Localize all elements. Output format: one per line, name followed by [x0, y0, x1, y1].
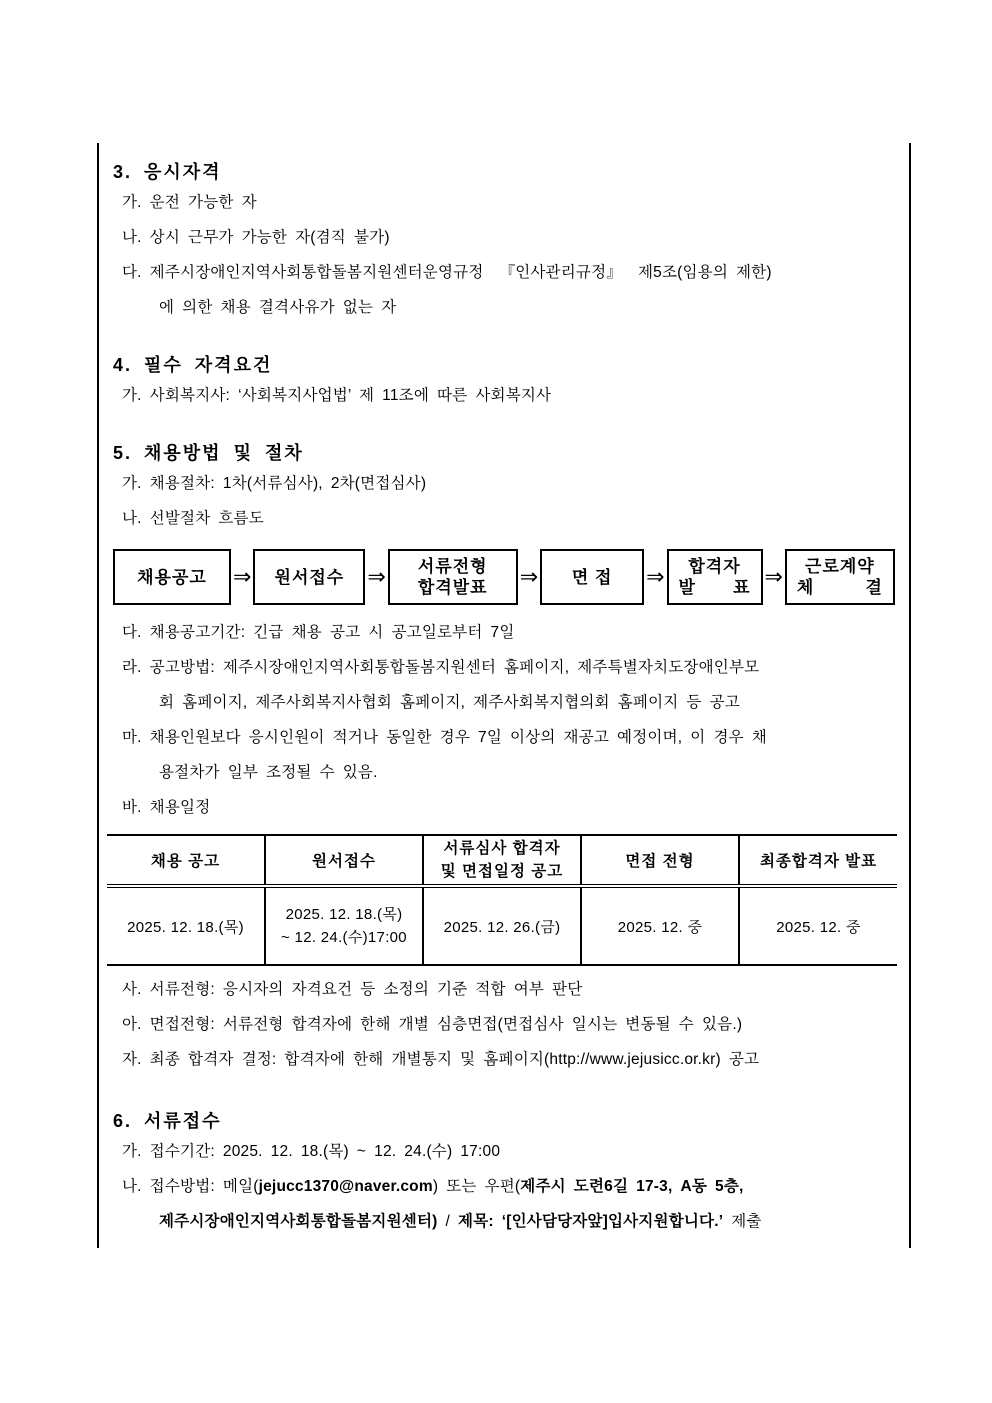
section-6-title: 6. 서류접수: [113, 1111, 222, 1131]
flow-step-labor-contract: [785, 549, 895, 605]
schedule-header-row: [107, 835, 897, 886]
s5-item-posting-method-line1: 라. 공고방법: 제주시장애인지역사회통합돌봄지원센터 홈페이지, 제주특별자치도장애인부모: [122, 659, 760, 676]
submission-email: jejucc1370@naver.com: [258, 1178, 433, 1195]
s5-item-flow-label: 나. 선발절차 흐름도: [122, 510, 264, 527]
method-prefix: 나. 접수방법: 메일(: [122, 1178, 259, 1195]
section-3-title: 3. 응시자격: [113, 162, 222, 182]
flow-arrow-icon: ⇒: [519, 564, 539, 589]
selection-process-flowchart: [113, 549, 895, 605]
s5-item-final-decision: 자. 최종 합격자 결정: 합격자에 한해 개별통지 및 홈페이지(http://www.jejusicc.or.kr) 공고: [122, 1051, 760, 1068]
flow-step-pass-announcement: [667, 549, 763, 605]
s5-item-posting-method-line2: 회 홈페이지, 제주사회복지사협회 홈페이지, 제주사회복지협의회 홈페이지 등 공고: [159, 694, 740, 711]
s5-item-interview: 아. 면접전형: 서류전형 합격자에 한해 개별 심층면접(면접심사 일시는 변동될 수 있음.): [122, 1016, 743, 1033]
s6-item-method-line1: [113, 1169, 895, 1204]
cell-interview-date: 2025. 12. 중: [581, 886, 739, 965]
section-eligibility: [113, 159, 895, 325]
flow-step-label: 서류전형: [417, 557, 488, 576]
flow-step-label: 발 표: [678, 578, 751, 597]
submission-address: 제주시 도련6길 17-3, A동 5층,: [520, 1178, 744, 1195]
s5-item-procedure: 가. 채용절차: 1차(서류심사), 2차(면접심사): [122, 475, 427, 492]
s5-item-repost-line1: 마. 채용인원보다 응시인원이 적거나 동일한 경우 7일 이상의 재공고 예정이며, 이 경우 채: [122, 729, 767, 746]
flow-step-label: 합격발표: [417, 578, 488, 597]
s4-item-social-worker: 가. 사회복지사: ‘사회복지사업법’ 제 11조에 따른 사회복지사: [122, 387, 552, 404]
section-5-title: 5. 채용방법 및 절차: [113, 443, 304, 463]
submission-center-name: 제주시장애인지역사회통합돌봄지원센터): [159, 1213, 438, 1230]
header-application: 원서접수: [265, 835, 423, 886]
flow-step-label: 체 결: [796, 578, 883, 597]
flow-step-job-posting: [113, 549, 231, 605]
flow-step-label: 원서접수: [274, 567, 345, 587]
cell-application-period: [265, 886, 423, 965]
header-job-posting: 채용 공고: [107, 835, 265, 886]
schedule-data-row: [107, 886, 897, 965]
flow-step-application: [253, 549, 365, 605]
flow-step-label: 근로계약: [805, 557, 875, 576]
s3-item-regulation-line2: 에 의한 채용 결격사유가 없는 자: [159, 299, 397, 316]
method-mid: ) 또는 우편(: [432, 1178, 521, 1195]
s5-item-screening: 사. 서류전형: 응시자의 자격요건 등 소정의 기준 적합 여부 판단: [122, 981, 583, 998]
s6-item-method-line2: [113, 1204, 895, 1239]
flow-arrow-icon: ⇒: [764, 564, 783, 589]
header-final-result: 최종합격자 발표: [739, 835, 897, 886]
s6-item-period: 가. 접수기간: 2025. 12. 18.(목) ~ 12. 24.(수) 17:00: [122, 1143, 501, 1160]
s3-item-driving: 가. 운전 가능한 자: [122, 194, 257, 211]
cell-screening-result-date: 2025. 12. 26.(금): [423, 886, 581, 965]
s5-item-posting-period: 다. 채용공고기간: 긴급 채용 공고 시 공고일로부터 7일: [122, 624, 515, 641]
header-line: 서류심사 합격자: [443, 840, 561, 857]
s5-item-schedule-label: 바. 채용일정: [122, 799, 211, 816]
flow-arrow-icon: ⇒: [646, 564, 665, 589]
section-recruitment-method: [113, 440, 895, 1077]
flow-step-label: 면 접: [571, 567, 613, 587]
cell-job-posting-date: 2025. 12. 18.(목): [107, 886, 265, 965]
method-slash: /: [437, 1213, 459, 1230]
s5-item-repost-line2: 용절차가 일부 조정될 수 있음.: [159, 764, 378, 781]
recruitment-schedule-table: [107, 834, 897, 966]
section-document-submission: [113, 1108, 895, 1239]
method-suffix: 제출: [723, 1213, 762, 1230]
flow-step-label: 채용공고: [137, 567, 207, 587]
header-line: 및 면접일정 공고: [440, 863, 564, 880]
flow-arrow-icon: ⇒: [232, 564, 252, 589]
submission-subject: 제목: ‘[인사담당자앞]입사지원합니다.’: [458, 1213, 724, 1230]
header-screening-result: [423, 835, 581, 886]
page-frame: [97, 143, 911, 1248]
flow-arrow-icon: ⇒: [367, 564, 386, 589]
s3-item-regulation-line1: 다. 제주시장애인지역사회통합돌봄지원센터운영규정 『인사관리규정』 제5조(임용의 제한): [122, 264, 772, 281]
s3-item-fulltime: 나. 상시 근무가 가능한 자(겸직 불가): [122, 229, 390, 246]
flow-step-document-screening: [388, 549, 518, 605]
header-interview: 면접 전형: [581, 835, 739, 886]
cell-line: 2025. 12. 18.(목): [285, 906, 403, 923]
cell-final-result-date: 2025. 12. 중: [739, 886, 897, 965]
flow-step-interview: [540, 549, 644, 605]
section-4-title: 4. 필수 자격요건: [113, 355, 273, 375]
cell-line: ~ 12. 24.(수)17:00: [281, 929, 407, 946]
section-required-qualifications: [113, 352, 895, 413]
flow-step-label: 합격자: [688, 557, 741, 576]
